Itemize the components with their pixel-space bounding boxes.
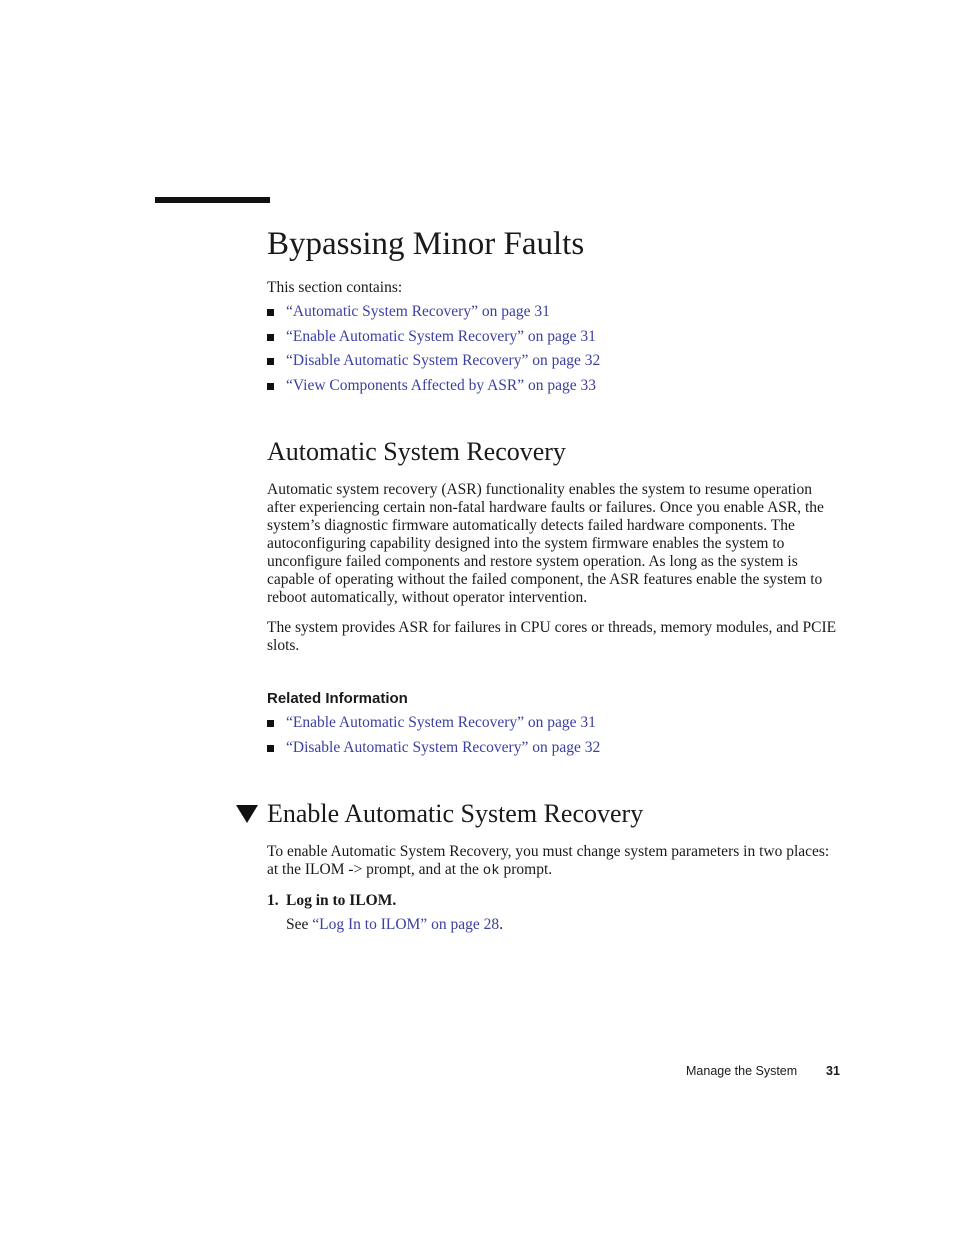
asr-heading: Automatic System Recovery <box>267 437 566 466</box>
step-number: 1. <box>267 892 279 909</box>
procedure-triangle-icon <box>236 805 258 823</box>
toc-link-disable-asr[interactable]: “Disable Automatic System Recovery” on page 32 <box>286 352 601 369</box>
related-link-enable-asr[interactable]: “Enable Automatic System Recovery” on page 31 <box>286 714 596 731</box>
asr-paragraph-2: The system provides ASR for failures in CPU cores or threads, memory modules, and PCIE slots. <box>267 619 837 654</box>
see-link-log-in-to-ilom[interactable]: “Log In to ILOM” on page 28 <box>312 916 500 933</box>
related-information-heading: Related Information <box>267 690 408 707</box>
toc-link-view-components[interactable]: “View Components Affected by ASR” on page 33 <box>286 376 597 394</box>
enable-text-before: To enable Automatic System Recovery, you must change system parameters in two places: at the ILOM -> prompt, and at the <box>267 843 830 878</box>
list-item <box>267 738 600 763</box>
bullet-icon <box>267 334 274 341</box>
toc-link-enable-asr[interactable]: “Enable Automatic System Recovery” on page 31 <box>286 327 596 345</box>
enable-asr-paragraph <box>267 843 842 880</box>
chapter-rule <box>155 197 270 203</box>
bullet-icon <box>267 358 274 365</box>
enable-asr-heading: Enable Automatic System Recovery <box>267 799 644 828</box>
list-item <box>267 327 600 352</box>
related-list <box>267 713 600 762</box>
bullet-icon <box>267 745 274 752</box>
step-1 <box>267 891 396 911</box>
intro-text: This section contains: <box>267 279 403 296</box>
page-title: Bypassing Minor Faults <box>267 226 585 262</box>
footer-page-number: 31 <box>826 1064 840 1078</box>
list-item <box>267 302 600 327</box>
bullet-icon <box>267 720 274 727</box>
list-item <box>267 713 600 738</box>
toc-link-automatic-system-recovery[interactable]: “Automatic System Recovery” on page 31 <box>286 303 550 320</box>
list-item <box>267 351 600 376</box>
see-suffix: . <box>499 916 503 933</box>
toc-list <box>267 302 600 400</box>
enable-text-after: prompt. <box>499 861 553 878</box>
step-1-see-reference <box>286 915 503 935</box>
step-text: Log in to ILOM. <box>286 892 397 909</box>
asr-paragraph-1: Automatic system recovery (ASR) functionality enables the system to resume operation after experiencing certain non-fatal hardware faults or failures. Once you enable ASR, the system’s diagnostic firmware automatically detects failed hardware components. The autoconfiguring capability designed into the system firmware enables the system to unconfigure failed components and restore system operation. As long as the system is capable of operating without the failed component, the ASR features enable the system to reboot automatically, without operator intervention. <box>267 481 824 606</box>
bullet-icon <box>267 383 274 390</box>
list-item <box>267 376 600 401</box>
footer-section-name: Manage the System <box>686 1064 798 1078</box>
see-prefix: See <box>286 916 313 933</box>
ok-prompt-code: ok <box>482 863 500 879</box>
bullet-icon <box>267 309 274 316</box>
related-link-disable-asr[interactable]: “Disable Automatic System Recovery” on page 32 <box>286 738 601 756</box>
